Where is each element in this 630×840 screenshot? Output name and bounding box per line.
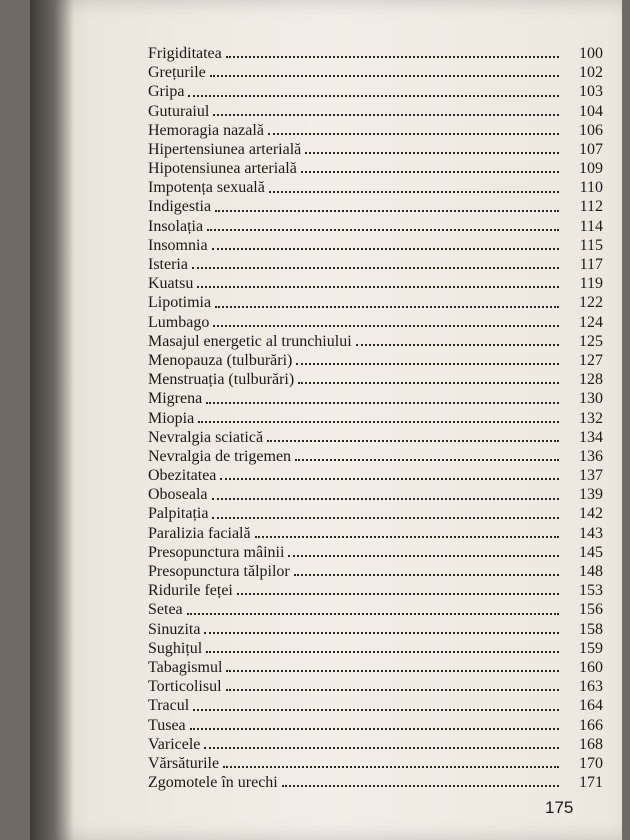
toc-entry-title: Gripa bbox=[148, 83, 185, 101]
toc-entry bbox=[148, 102, 603, 121]
dot-leader bbox=[207, 229, 559, 231]
toc-entry-title: Oboseala bbox=[148, 486, 208, 504]
dot-leader bbox=[212, 248, 559, 250]
dot-leader bbox=[288, 555, 559, 557]
dot-leader bbox=[215, 210, 559, 212]
toc-entry-page-number: 114 bbox=[579, 217, 603, 235]
toc-entry-title: Grețurile bbox=[148, 64, 206, 82]
toc-entry-title: Varicele bbox=[148, 735, 201, 753]
toc-entry-title: Presopunctura tălpilor bbox=[148, 563, 290, 581]
toc-entry bbox=[148, 447, 603, 466]
dot-leader bbox=[267, 440, 559, 442]
toc-entry bbox=[148, 63, 603, 82]
toc-entry-title: Masajul energetic al trunchiului bbox=[148, 332, 352, 350]
dot-leader bbox=[206, 402, 559, 404]
toc-entry-page-number: 110 bbox=[579, 179, 603, 197]
dot-leader bbox=[294, 574, 559, 576]
toc-entry-title: Nevralgia sciatică bbox=[148, 428, 264, 446]
dot-leader bbox=[282, 785, 559, 787]
toc-entry bbox=[148, 639, 603, 658]
toc-entry-title: Ridurile feței bbox=[148, 582, 233, 600]
dot-leader bbox=[268, 133, 559, 135]
toc-entry-title: Tabagismul bbox=[148, 658, 223, 676]
toc-entry-title: Sinuzita bbox=[148, 620, 201, 638]
toc-entry-title: Lumbago bbox=[148, 313, 210, 331]
toc-entry-title: Sughițul bbox=[148, 639, 203, 657]
toc-entry-page-number: 100 bbox=[579, 44, 603, 62]
toc-entry-title: Impotența sexuală bbox=[148, 179, 265, 197]
dot-leader bbox=[223, 766, 559, 768]
dot-leader bbox=[192, 267, 559, 269]
dot-leader bbox=[226, 689, 559, 691]
toc-entry-page-number: 145 bbox=[579, 543, 603, 561]
toc-entry bbox=[148, 159, 603, 178]
toc-entry-title: Presopunctura mâinii bbox=[148, 543, 285, 561]
toc-entry-page-number: 136 bbox=[579, 447, 603, 465]
toc-entry bbox=[148, 121, 603, 140]
toc-entry-title: Setea bbox=[148, 601, 183, 619]
toc-entry-title: Frigiditatea bbox=[148, 44, 222, 62]
toc-entry-title: Insolația bbox=[148, 217, 204, 235]
toc-entry bbox=[148, 524, 603, 543]
toc-entry-page-number: 142 bbox=[579, 505, 603, 523]
toc-entry-title: Vărsăturile bbox=[148, 754, 220, 772]
dot-leader bbox=[305, 152, 559, 154]
dot-leader bbox=[206, 651, 559, 653]
dot-leader bbox=[226, 56, 559, 58]
toc-entry bbox=[148, 389, 603, 408]
toc-entry bbox=[148, 485, 603, 504]
toc-entry-title: Menopauza (tulburări) bbox=[148, 351, 293, 369]
dot-leader bbox=[210, 75, 559, 77]
toc-entry-page-number: 166 bbox=[579, 716, 603, 734]
page-binding-shadow bbox=[30, 0, 74, 840]
toc-entry-page-number: 159 bbox=[579, 639, 603, 657]
toc-entry-page-number: 134 bbox=[579, 428, 603, 446]
dot-leader bbox=[190, 728, 559, 730]
toc-entry-page-number: 148 bbox=[579, 563, 603, 581]
toc-entry bbox=[148, 44, 603, 63]
toc-entry bbox=[148, 543, 603, 562]
toc-entry bbox=[148, 217, 603, 236]
table-of-contents bbox=[148, 44, 603, 792]
toc-entry bbox=[148, 773, 603, 792]
toc-entry-title: Torticolisul bbox=[148, 678, 222, 696]
toc-entry bbox=[148, 198, 603, 217]
dot-leader bbox=[356, 344, 559, 346]
toc-entry bbox=[148, 716, 603, 735]
toc-entry-title: Isteria bbox=[148, 256, 188, 274]
toc-entry-page-number: 124 bbox=[579, 313, 603, 331]
dot-leader bbox=[212, 498, 559, 500]
toc-entry bbox=[148, 466, 603, 485]
toc-entry bbox=[148, 562, 603, 581]
toc-entry-title: Insomnia bbox=[148, 236, 208, 254]
toc-entry-page-number: 158 bbox=[579, 620, 603, 638]
toc-entry-title: Paralizia facială bbox=[148, 524, 251, 542]
toc-entry-page-number: 170 bbox=[579, 754, 603, 772]
book-page bbox=[30, 0, 622, 840]
dot-leader bbox=[255, 536, 559, 538]
toc-entry-title: Tracul bbox=[148, 697, 190, 715]
toc-entry-page-number: 119 bbox=[579, 275, 603, 293]
toc-entry bbox=[148, 620, 603, 639]
toc-entry bbox=[148, 293, 603, 312]
toc-entry-title: Menstruația (tulburări) bbox=[148, 371, 295, 389]
dot-leader bbox=[213, 114, 559, 116]
toc-entry-page-number: 171 bbox=[579, 774, 603, 792]
toc-entry-page-number: 164 bbox=[579, 697, 603, 715]
dot-leader bbox=[193, 709, 559, 711]
toc-entry bbox=[148, 600, 603, 619]
toc-entry-page-number: 132 bbox=[579, 409, 603, 427]
toc-entry bbox=[148, 505, 603, 524]
dot-leader bbox=[188, 95, 559, 97]
toc-entry-title: Zgomotele în urechi bbox=[148, 774, 278, 792]
toc-entry-page-number: 125 bbox=[579, 332, 603, 350]
toc-entry-title: Migrena bbox=[148, 390, 203, 408]
toc-entry-page-number: 103 bbox=[579, 83, 603, 101]
toc-entry bbox=[148, 677, 603, 696]
toc-entry-page-number: 139 bbox=[579, 486, 603, 504]
toc-entry-title: Palpitația bbox=[148, 505, 209, 523]
toc-entry-page-number: 102 bbox=[579, 64, 603, 82]
dot-leader bbox=[295, 459, 559, 461]
toc-entry-page-number: 106 bbox=[579, 121, 603, 139]
toc-entry bbox=[148, 409, 603, 428]
toc-entry-page-number: 156 bbox=[579, 601, 603, 619]
toc-entry-page-number: 153 bbox=[579, 582, 603, 600]
toc-entry-page-number: 163 bbox=[579, 678, 603, 696]
toc-entry-title: Obezitatea bbox=[148, 467, 217, 485]
toc-entry-page-number: 109 bbox=[579, 160, 603, 178]
dot-leader bbox=[212, 517, 559, 519]
toc-entry-page-number: 130 bbox=[579, 390, 603, 408]
toc-entry-title: Tusea bbox=[148, 716, 186, 734]
toc-entry-page-number: 122 bbox=[579, 294, 603, 312]
dot-leader bbox=[215, 306, 559, 308]
toc-entry-title: Indigestia bbox=[148, 198, 212, 216]
dot-leader bbox=[226, 670, 559, 672]
dot-leader bbox=[301, 171, 559, 173]
toc-entry bbox=[148, 82, 603, 101]
toc-entry-title: Hemoragia nazală bbox=[148, 121, 264, 139]
toc-entry-page-number: 117 bbox=[579, 256, 603, 274]
toc-entry-page-number: 160 bbox=[579, 658, 603, 676]
toc-entry bbox=[148, 178, 603, 197]
dot-leader bbox=[220, 478, 559, 480]
toc-entry bbox=[148, 313, 603, 332]
toc-entry bbox=[148, 658, 603, 677]
dot-leader bbox=[204, 632, 559, 634]
toc-entry-title: Guturaiul bbox=[148, 102, 210, 120]
toc-entry-page-number: 128 bbox=[579, 371, 603, 389]
page-folio-number: 175 bbox=[545, 798, 574, 817]
toc-entry bbox=[148, 370, 603, 389]
dot-leader bbox=[298, 382, 559, 384]
dot-leader bbox=[204, 747, 559, 749]
toc-entry-page-number: 127 bbox=[579, 351, 603, 369]
toc-entry bbox=[148, 274, 603, 293]
toc-entry bbox=[148, 428, 603, 447]
dot-leader bbox=[237, 593, 559, 595]
dot-leader bbox=[269, 191, 559, 193]
toc-entry-title: Miopia bbox=[148, 409, 195, 427]
toc-entry-title: Kuatsu bbox=[148, 275, 194, 293]
dot-leader bbox=[197, 286, 559, 288]
toc-entry bbox=[148, 351, 603, 370]
toc-entry-page-number: 104 bbox=[579, 102, 603, 120]
toc-entry bbox=[148, 332, 603, 351]
toc-entry-title: Lipotimia bbox=[148, 294, 212, 312]
toc-entry bbox=[148, 696, 603, 715]
toc-entry-page-number: 107 bbox=[579, 140, 603, 158]
toc-entry-title: Nevralgia de trigemen bbox=[148, 447, 292, 465]
dot-leader bbox=[296, 363, 559, 365]
toc-entry-page-number: 115 bbox=[579, 236, 603, 254]
toc-entry bbox=[148, 255, 603, 274]
toc-entry bbox=[148, 236, 603, 255]
dot-leader bbox=[187, 613, 559, 615]
toc-entry bbox=[148, 140, 603, 159]
toc-entry bbox=[148, 581, 603, 600]
toc-entry-title: Hipertensiunea arterială bbox=[148, 140, 302, 158]
dot-leader bbox=[213, 325, 559, 327]
dot-leader bbox=[198, 421, 559, 423]
toc-entry-page-number: 112 bbox=[579, 198, 603, 216]
toc-entry-page-number: 168 bbox=[579, 735, 603, 753]
toc-entry bbox=[148, 735, 603, 754]
toc-entry-page-number: 137 bbox=[579, 467, 603, 485]
toc-entry bbox=[148, 754, 603, 773]
toc-entry-page-number: 143 bbox=[579, 524, 603, 542]
toc-entry-title: Hipotensiunea arterială bbox=[148, 160, 297, 178]
